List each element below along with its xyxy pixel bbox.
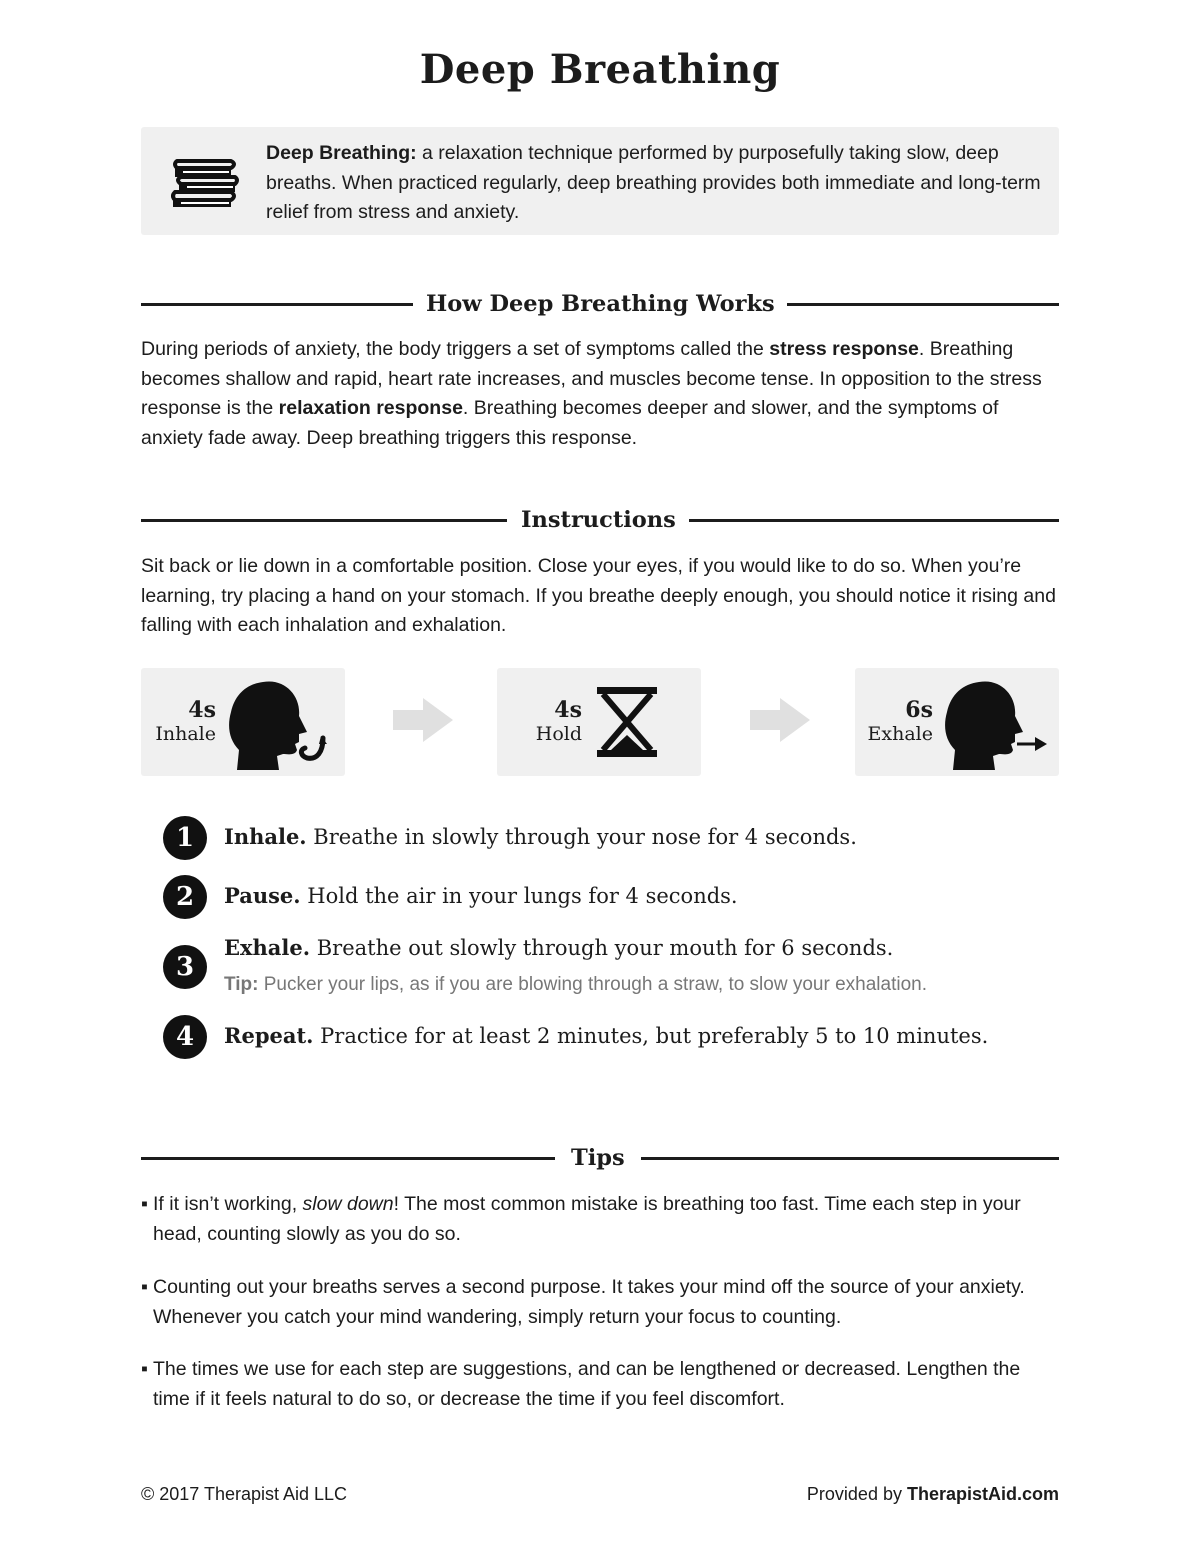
divider	[689, 519, 1059, 522]
step-4-body: Practice for at least 2 minutes, but preferably 5 to 10 minutes.	[313, 1024, 989, 1048]
step-1-text	[224, 824, 857, 849]
divider	[141, 1157, 555, 1160]
step-2-body: Hold the air in your lungs for 4 seconds.	[300, 884, 738, 908]
head-exhale-icon	[943, 678, 1049, 774]
footer-provided-label: Provided by	[806, 1484, 907, 1504]
step-3-title: Exhale.	[224, 935, 311, 960]
step-1-body: Breathe in slowly through your nose for 4 seconds.	[306, 825, 857, 849]
arrow-right-icon	[393, 698, 453, 742]
tip-item	[141, 1273, 1059, 1332]
head-inhale-icon	[227, 678, 331, 774]
step-number-4: 4	[163, 1015, 207, 1059]
hold-label: Hold	[535, 723, 582, 745]
tip-2-text: Counting out your breaths serves a second purpose. It takes your mind off the source of your anxiety. Whenever you catch your mind wandering, simply return your focus to counting.	[153, 1276, 1025, 1328]
step-2-title: Pause.	[224, 883, 301, 908]
cycle-inhale-box	[141, 668, 345, 776]
page-title: Deep Breathing	[419, 46, 781, 93]
divider	[141, 519, 507, 522]
divider	[641, 1157, 1059, 1160]
step-1-title: Inhale.	[224, 824, 307, 849]
section-heading-how	[141, 284, 1059, 324]
step-number-2: 2	[163, 875, 207, 919]
step-3-body: Breathe out slowly through your mouth for 6 seconds.	[310, 936, 894, 960]
cycle-exhale-box	[855, 668, 1059, 776]
divider	[141, 303, 413, 306]
books-icon	[171, 155, 241, 211]
stress-response-term: stress response	[769, 338, 919, 360]
step-2-text	[224, 883, 738, 908]
arrow-right-icon	[750, 698, 810, 742]
step-3-tip-label: Tip:	[224, 974, 259, 995]
step-number-1: 1	[163, 816, 207, 860]
how-text-2: . Breathing becomes shallow and rapid, heart rate increases, and muscles become tense. In opposition to the stress response is the	[141, 338, 1042, 419]
bullet-icon: ▪	[141, 1193, 148, 1215]
section-heading-tips	[141, 1138, 1059, 1178]
cycle-hold-box	[497, 668, 701, 776]
exhale-label: Exhale	[867, 723, 933, 745]
hold-seconds: 4s	[554, 697, 582, 723]
how-text-3: . Breathing becomes deeper and slower, and the symptoms of anxiety fade away. Deep breathing triggers this response.	[141, 397, 999, 449]
definition-text	[266, 139, 1046, 228]
step-4-title: Repeat.	[224, 1023, 314, 1048]
inhale-seconds: 4s	[188, 697, 216, 723]
bullet-icon: ▪	[141, 1358, 148, 1380]
section-heading-how-text: How Deep Breathing Works	[426, 291, 775, 317]
definition-box	[141, 127, 1059, 235]
definition-term: Deep Breathing:	[266, 142, 417, 164]
how-paragraph	[141, 335, 1059, 453]
footer-copyright: © 2017 Therapist Aid LLC	[141, 1484, 348, 1504]
inhale-label: Inhale	[155, 723, 216, 745]
footer-provided-by	[807, 1484, 1059, 1505]
divider	[787, 303, 1059, 306]
tip-3-text: The times we use for each step are suggestions, and can be lengthened or decreased. Lengthen the time if it feels natural to do so, or decrease the time if you feel discomfort.	[153, 1358, 1021, 1410]
tip-item	[141, 1190, 1059, 1249]
footer-brand-link[interactable]: TherapistAid.com	[906, 1484, 1059, 1504]
step-number-3: 3	[163, 945, 207, 989]
step-4-text	[224, 1023, 988, 1048]
how-text-1: During periods of anxiety, the body triggers a set of symptoms called the	[141, 338, 770, 360]
hourglass-icon	[595, 685, 659, 759]
exhale-seconds: 6s	[905, 697, 933, 723]
relaxation-response-term: relaxation response	[278, 397, 463, 419]
section-heading-instructions-text: Instructions	[521, 507, 676, 533]
step-3-tip	[224, 974, 927, 996]
section-heading-instructions	[141, 500, 1059, 540]
step-3-tip-body: Pucker your lips, as if you are blowing through a straw, to slow your exhalation.	[258, 974, 927, 995]
bullet-icon: ▪	[141, 1276, 148, 1298]
section-heading-tips-text: Tips	[571, 1145, 625, 1171]
instructions-intro: Sit back or lie down in a comfortable position. Close your eyes, if you would like to do so. When you’re learning, try placing a hand on your stomach. If you breathe deeply enough, you should notice it rising and falling with each inhalation and exhalation.	[141, 555, 1056, 636]
tip-1-emphasis: slow down	[302, 1193, 394, 1215]
tip-item	[141, 1355, 1059, 1414]
tip-1-text-b: ! The most common mistake is breathing too fast. Time each step in your head, counting slowly as you do so.	[153, 1193, 1021, 1245]
step-3-text	[224, 935, 893, 960]
tip-1-text-a: If it isn’t working,	[153, 1193, 303, 1215]
definition-body: a relaxation technique performed by purposefully taking slow, deep breaths. When practiced regularly, deep breathing provides both immediate and long-term relief from stress and anxiety.	[266, 142, 1041, 223]
